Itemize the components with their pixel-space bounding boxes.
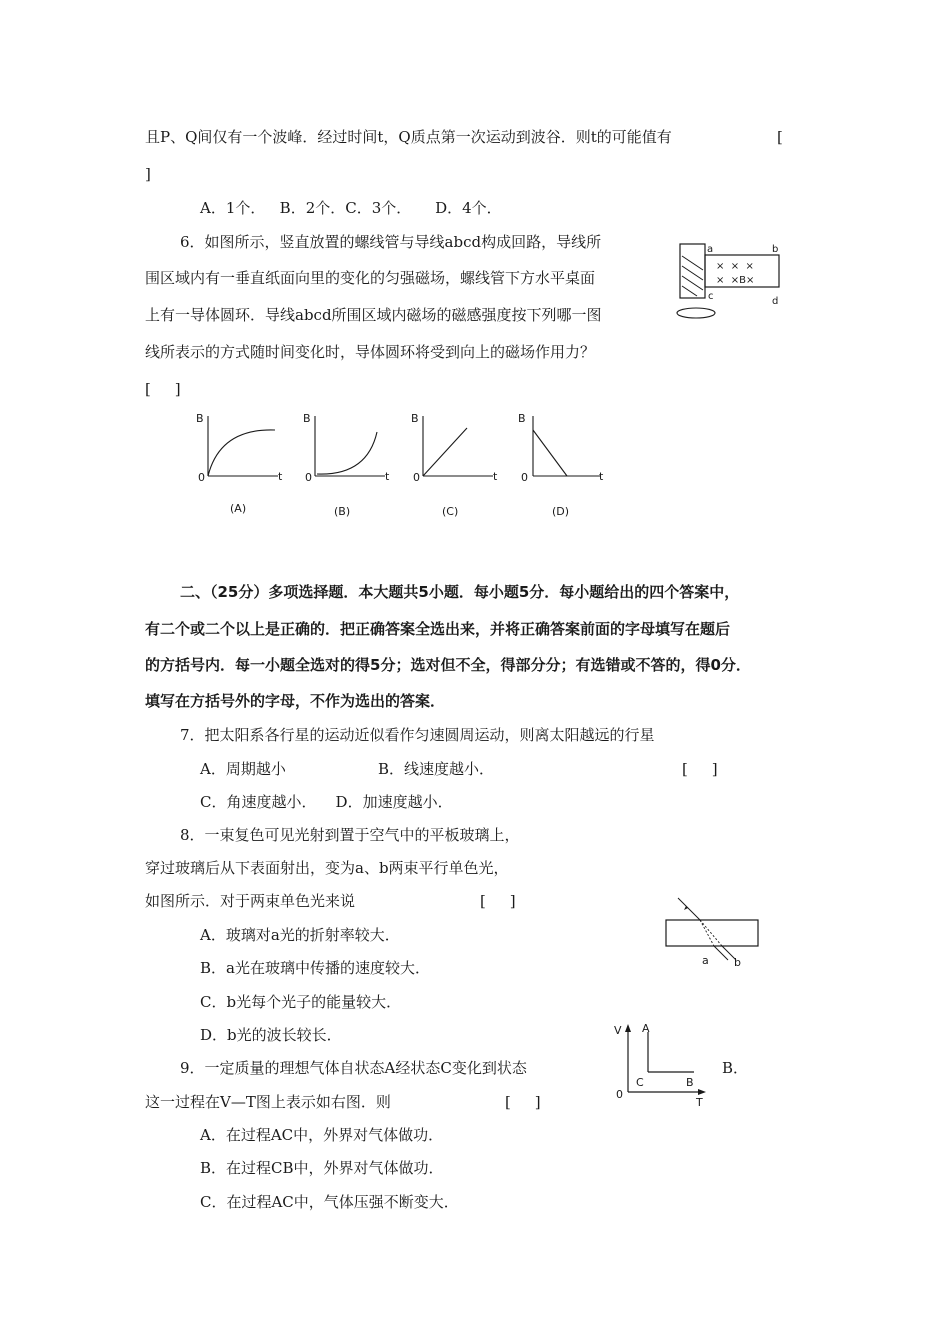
label-c: c	[708, 291, 714, 302]
q8-option-a: A．玻璃对a光的折射率较大．	[200, 926, 400, 944]
q8-option-d: D．b光的波长较长．	[200, 1026, 342, 1044]
axis-b-label: B	[518, 412, 526, 425]
bt-graphs-figure	[190, 408, 640, 518]
state-a-label: A	[642, 1022, 650, 1035]
section2-heading-line-4: 填写在方括号外的字母，不作为选出的答案．	[145, 692, 446, 710]
origin-label: 0	[198, 471, 205, 484]
q8-line-3: 如图所示．对于两束单色光来说	[145, 892, 356, 910]
axis-b-label: B	[196, 412, 204, 425]
graph-b	[303, 412, 390, 518]
ray-label-a: a	[702, 954, 709, 967]
answer-bracket-close: ]	[145, 165, 151, 183]
axis-t-label: t	[278, 470, 283, 483]
q9-line-1-end: B．	[722, 1059, 749, 1077]
q6-line-4: 线所表示的方式随时间变化时，导体圆环将受到向上的磁场作用力？	[145, 343, 596, 361]
section2-heading-line-1: 二、（25分）多项选择题．本大题共5小题．每小题5分．每小题给出的四个答案中，	[180, 583, 740, 601]
origin-label: 0	[305, 471, 312, 484]
q7-stem: 7．把太阳系各行星的运动近似看作匀速圆周运动，则离太阳越远的行星	[180, 726, 655, 744]
label-d: d	[772, 296, 779, 307]
q7-option-a: A．周期越小	[200, 760, 286, 778]
axis-v-label: V	[614, 1024, 622, 1037]
origin-label: 0	[413, 471, 420, 484]
axis-b-label: B	[303, 412, 311, 425]
q7-option-b: B．线速度越小．	[378, 760, 495, 778]
conducting-ring	[677, 308, 715, 318]
axis-t-label: t	[385, 470, 390, 483]
field-row-1: × × ×	[716, 261, 754, 272]
q8-option-b: B．a光在玻璃中传播的速度较大．	[200, 959, 430, 977]
field-row-2: × ×B×	[716, 275, 755, 286]
ray-label-b: b	[734, 956, 741, 969]
q9-answer-bracket: [ ]	[505, 1093, 541, 1111]
text-line-1: 且P、Q间仅有一个波峰．经过时间t，Q质点第一次运动到波谷．则t的可能值有	[145, 128, 672, 146]
section2-heading-line-3: 的方括号内．每一小题全选对的得5分；选对但不全，得部分分；有选错或不答的，得0分．	[145, 656, 751, 674]
q8-answer-bracket: [ ]	[480, 892, 516, 910]
axis-t-label: t	[493, 470, 498, 483]
axis-b-label: B	[411, 412, 419, 425]
answer-bracket-open: [	[777, 128, 783, 146]
vt-graph-figure	[612, 1018, 712, 1108]
axis-t-label: T	[696, 1096, 703, 1109]
state-b-label: B	[686, 1076, 694, 1089]
q8-line-1: 8．一束复色可见光射到置于空气中的平板玻璃上，	[180, 826, 520, 844]
q6-answer-bracket: [ ]	[145, 380, 181, 398]
q7-options-cd: C．角速度越小． D．加速度越小．	[200, 793, 453, 811]
graph-a	[196, 412, 283, 515]
q9-option-c: C．在过程AC中，气体压强不断变大．	[200, 1193, 459, 1211]
label-b: b	[772, 244, 779, 255]
q8-option-c: C．b光每个光子的能量较大．	[200, 993, 402, 1011]
q6-line-3: 上有一导体圆环．导线abcd所围区域内磁场的磁感强度按下列哪一图	[145, 306, 602, 324]
section2-heading-line-2: 有二个或二个以上是正确的．把正确答案全选出来，并将正确答案前面的字母填写在题后	[145, 620, 731, 638]
q8-line-2: 穿过玻璃后从下表面射出，变为a、b两束平行单色光，	[145, 859, 509, 877]
state-c-label: C	[636, 1076, 644, 1089]
glass-slab-figure	[660, 896, 770, 971]
caption-c: (C)	[442, 505, 459, 518]
caption-a: (A)	[230, 502, 247, 515]
graph-c	[411, 412, 498, 518]
q9-line-2: 这一过程在V—T图上表示如右图．则	[145, 1093, 391, 1111]
q6-line-1: 6．如图所示，竖直放置的螺线管与导线abcd构成回路，导线所	[180, 233, 602, 251]
q9-line-1: 9．一定质量的理想气体自状态A经状态C变化到状态	[180, 1059, 527, 1077]
axis-t-label: t	[599, 470, 604, 483]
q7-answer-bracket: [ ]	[682, 760, 718, 778]
q5-options: A．1个． B．2个．C．3个． D．4个．	[200, 199, 502, 217]
q9-option-b: B．在过程CB中，外界对气体做功．	[200, 1159, 444, 1177]
origin-label: 0	[616, 1088, 623, 1101]
caption-d: (D)	[552, 505, 570, 518]
q9-option-a: A．在过程AC中，外界对气体做功．	[200, 1126, 444, 1144]
label-a: a	[707, 244, 714, 255]
graph-d	[518, 412, 604, 518]
origin-label: 0	[521, 471, 528, 484]
solenoid-circuit-figure	[672, 238, 812, 318]
q6-line-2: 围区域内有一垂直纸面向里的变化的匀强磁场，螺线管下方水平桌面	[145, 269, 596, 287]
caption-b: (B)	[334, 505, 351, 518]
